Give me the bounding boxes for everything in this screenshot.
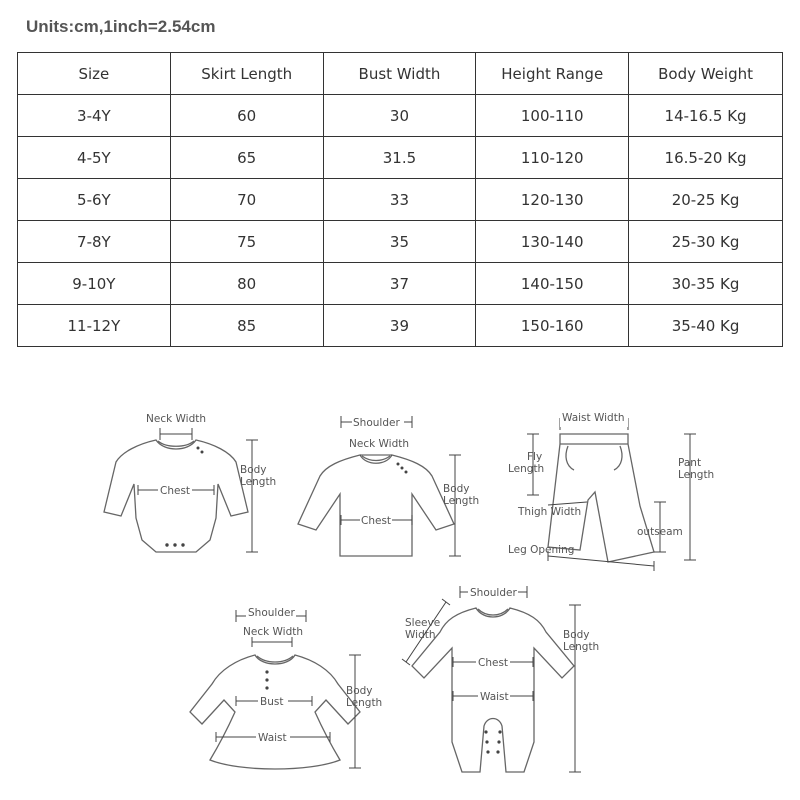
pants-fly-length-label: Length	[508, 463, 545, 475]
cell-bust-width: 39	[323, 305, 476, 347]
romper-sleeve-width-label: Width	[405, 629, 436, 641]
cell-height-range: 110-120	[476, 137, 629, 179]
romper-length-label: Length	[563, 641, 600, 653]
table-header-row	[18, 53, 783, 95]
cell-size: 5-6Y	[18, 179, 171, 221]
table-row	[18, 137, 783, 179]
dress-length-label: Length	[346, 697, 383, 709]
dress-outline	[190, 655, 360, 769]
size-chart-table	[17, 52, 783, 347]
shirt-neck-width-label: Neck Width	[349, 438, 410, 450]
shirt-diagram	[298, 416, 479, 556]
cell-height-range: 100-110	[476, 95, 629, 137]
pants-outline	[548, 434, 654, 562]
bodysuit-body-label: Body	[240, 464, 267, 476]
cell-body-weight: 14-16.5 Kg	[629, 95, 783, 137]
cell-skirt-length: 85	[170, 305, 323, 347]
cell-size: 11-12Y	[18, 305, 171, 347]
bodysuit-neck-width-label: Neck Width	[146, 413, 207, 425]
pants-outseam-label: outseam	[637, 526, 683, 538]
pants-diagram	[508, 412, 714, 571]
shirt-length-label: Length	[443, 495, 480, 507]
romper-outline	[412, 608, 574, 772]
shirt-body-label: Body	[443, 483, 470, 495]
shirt-outline	[298, 455, 454, 556]
cell-height-range: 120-130	[476, 179, 629, 221]
cell-body-weight: 16.5-20 Kg	[629, 137, 783, 179]
romper-sleeve-label: Sleeve	[405, 617, 441, 629]
bodysuit-chest-label: Chest	[160, 485, 191, 497]
dress-neck-width-label: Neck Width	[243, 626, 304, 638]
pants-waist-width-label: Waist Width	[562, 412, 625, 424]
cell-body-weight: 20-25 Kg	[629, 179, 783, 221]
cell-bust-width: 37	[323, 263, 476, 305]
cell-bust-width: 35	[323, 221, 476, 263]
cell-height-range: 130-140	[476, 221, 629, 263]
header-body-weight: Body Weight	[629, 53, 783, 95]
bodysuit-diagram	[104, 413, 276, 552]
cell-bust-width: 33	[323, 179, 476, 221]
cell-body-weight: 25-30 Kg	[629, 221, 783, 263]
measurement-diagrams	[0, 380, 800, 800]
cell-skirt-length: 75	[170, 221, 323, 263]
pants-pant-label: Pant	[678, 457, 702, 469]
header-size: Size	[18, 53, 171, 95]
header-bust-width: Bust Width	[323, 53, 476, 95]
shirt-chest-label: Chest	[361, 515, 392, 527]
header-height-range: Height Range	[476, 53, 629, 95]
romper-shoulder-label: Shoulder	[470, 587, 517, 599]
cell-skirt-length: 70	[170, 179, 323, 221]
table-row	[18, 95, 783, 137]
cell-body-weight: 35-40 Kg	[629, 305, 783, 347]
cell-body-weight: 30-35 Kg	[629, 263, 783, 305]
dress-body-label: Body	[346, 685, 373, 697]
pants-length-label: Length	[678, 469, 715, 481]
cell-size: 7-8Y	[18, 221, 171, 263]
cell-bust-width: 30	[323, 95, 476, 137]
dress-waist-label: Waist	[258, 732, 287, 744]
cell-skirt-length: 80	[170, 263, 323, 305]
cell-bust-width: 31.5	[323, 137, 476, 179]
romper-body-label: Body	[563, 629, 590, 641]
table-row	[18, 305, 783, 347]
cell-size: 9-10Y	[18, 263, 171, 305]
dress-bust-label: Bust	[260, 696, 284, 708]
dress-shoulder-label: Shoulder	[248, 607, 295, 619]
cell-height-range: 150-160	[476, 305, 629, 347]
cell-size: 4-5Y	[18, 137, 171, 179]
romper-waist-label: Waist	[480, 691, 509, 703]
romper-diagram	[402, 586, 599, 772]
cell-height-range: 140-150	[476, 263, 629, 305]
table-row	[18, 221, 783, 263]
bodysuit-length-label: Length	[240, 476, 277, 488]
table-row	[18, 179, 783, 221]
cell-size: 3-4Y	[18, 95, 171, 137]
units-note: Units:cm,1inch=2.54cm	[26, 17, 216, 36]
header-skirt-length: Skirt Length	[170, 53, 323, 95]
pants-leg-opening-label: Leg Opening	[508, 544, 575, 556]
pants-thigh-width-label: Thigh Width	[518, 506, 582, 518]
cell-skirt-length: 60	[170, 95, 323, 137]
dress-diagram	[190, 607, 382, 769]
pants-fly-label: Fly	[527, 451, 543, 463]
table-row	[18, 263, 783, 305]
shirt-shoulder-label: Shoulder	[353, 417, 400, 429]
romper-chest-label: Chest	[478, 657, 509, 669]
cell-skirt-length: 65	[170, 137, 323, 179]
